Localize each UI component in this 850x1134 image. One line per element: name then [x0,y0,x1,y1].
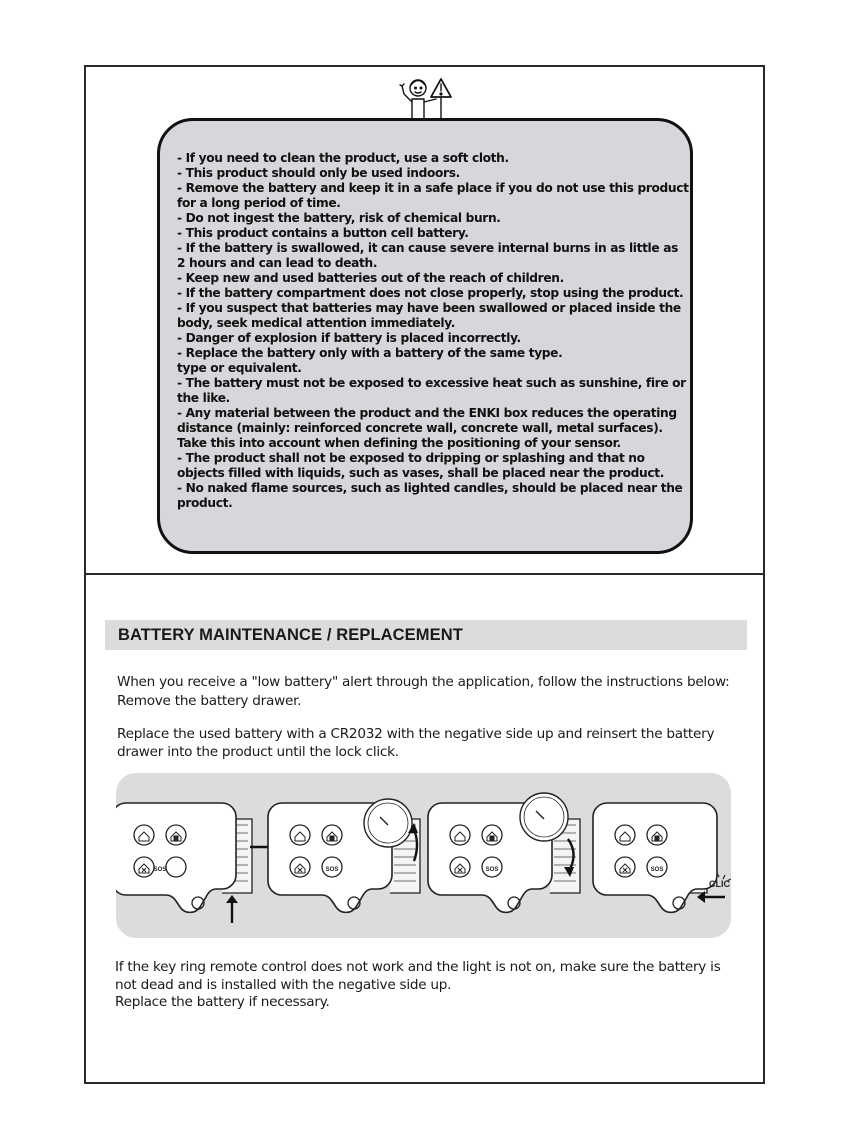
instruction-paragraph-2: Replace the used battery with a CR2032 with the negative side up and reinsert the battery drawer into the product until the lock click. [117,726,715,760]
troubleshooting-line-1: If the key ring remote control does not work and the light is not on, make sure the battery is not dead and is installed with the negative side up. [115,959,721,993]
troubleshooting-paragraph [115,959,745,1012]
warning-item: - The product shall not be exposed to dripping or splashing and that no objects filled with liquids, such as vases, shall be placed near the product. [177,451,664,480]
warning-item: - If you need to clean the product, use a soft cloth. [177,151,509,165]
warning-item: - If the battery compartment does not close properly, stop using the product. [177,286,684,300]
safety-warning-list [177,151,689,511]
section-title: BATTERY MAINTENANCE / REPLACEMENT [118,626,463,644]
warning-item: - Any material between the product and the ENKI box reduces the operating distance (mainly: reinforced concrete wall, concrete wall, metal surfaces). Take this into account when defining the positioning of your sensor. [177,406,677,450]
warning-item: - The battery must not be exposed to excessive heat such as sunshine, fire or the like. [177,376,686,405]
sos-button-label: SOS [325,867,339,873]
warning-item: - If the battery is swallowed, it can cause severe internal burns in as little as 2 hours and can lead to death. [177,241,678,270]
clic-label: CLIC [709,879,730,889]
warning-item: - This product should only be used indoors. [177,166,460,180]
warning-item: - No naked flame sources, such as lighted candles, should be placed near the product. [177,481,683,510]
warning-item: - Replace the battery only with a battery of the same type. [177,346,563,360]
section-divider [84,573,765,575]
warning-item: - This product contains a button cell battery. [177,226,469,240]
warning-item: - Danger of explosion if battery is placed incorrectly. [177,331,521,345]
warning-item: type or equivalent. [177,361,302,375]
warning-item: - Remove the battery and keep it in a safe place if you do not use this product for a long period of time. [177,181,689,210]
battery-replacement-illustration [116,773,731,938]
troubleshooting-line-2: Replace the battery if necessary. [115,994,330,1010]
sos-button-label: SOS [650,867,664,873]
warning-item: - If you suspect that batteries may have been swallowed or placed inside the body, seek medical attention immediately. [177,301,681,330]
warning-item: - Do not ingest the battery, risk of chemical burn. [177,211,501,225]
instruction-paragraph-1: When you receive a "low battery" alert through the application, follow the instructions below: Remove the battery drawer. [117,674,730,709]
section-header [105,620,747,650]
sos-button-label: SOS [153,867,167,873]
sos-button-label: SOS [485,867,499,873]
warning-item: - Keep new and used batteries out of the reach of children. [177,271,564,285]
